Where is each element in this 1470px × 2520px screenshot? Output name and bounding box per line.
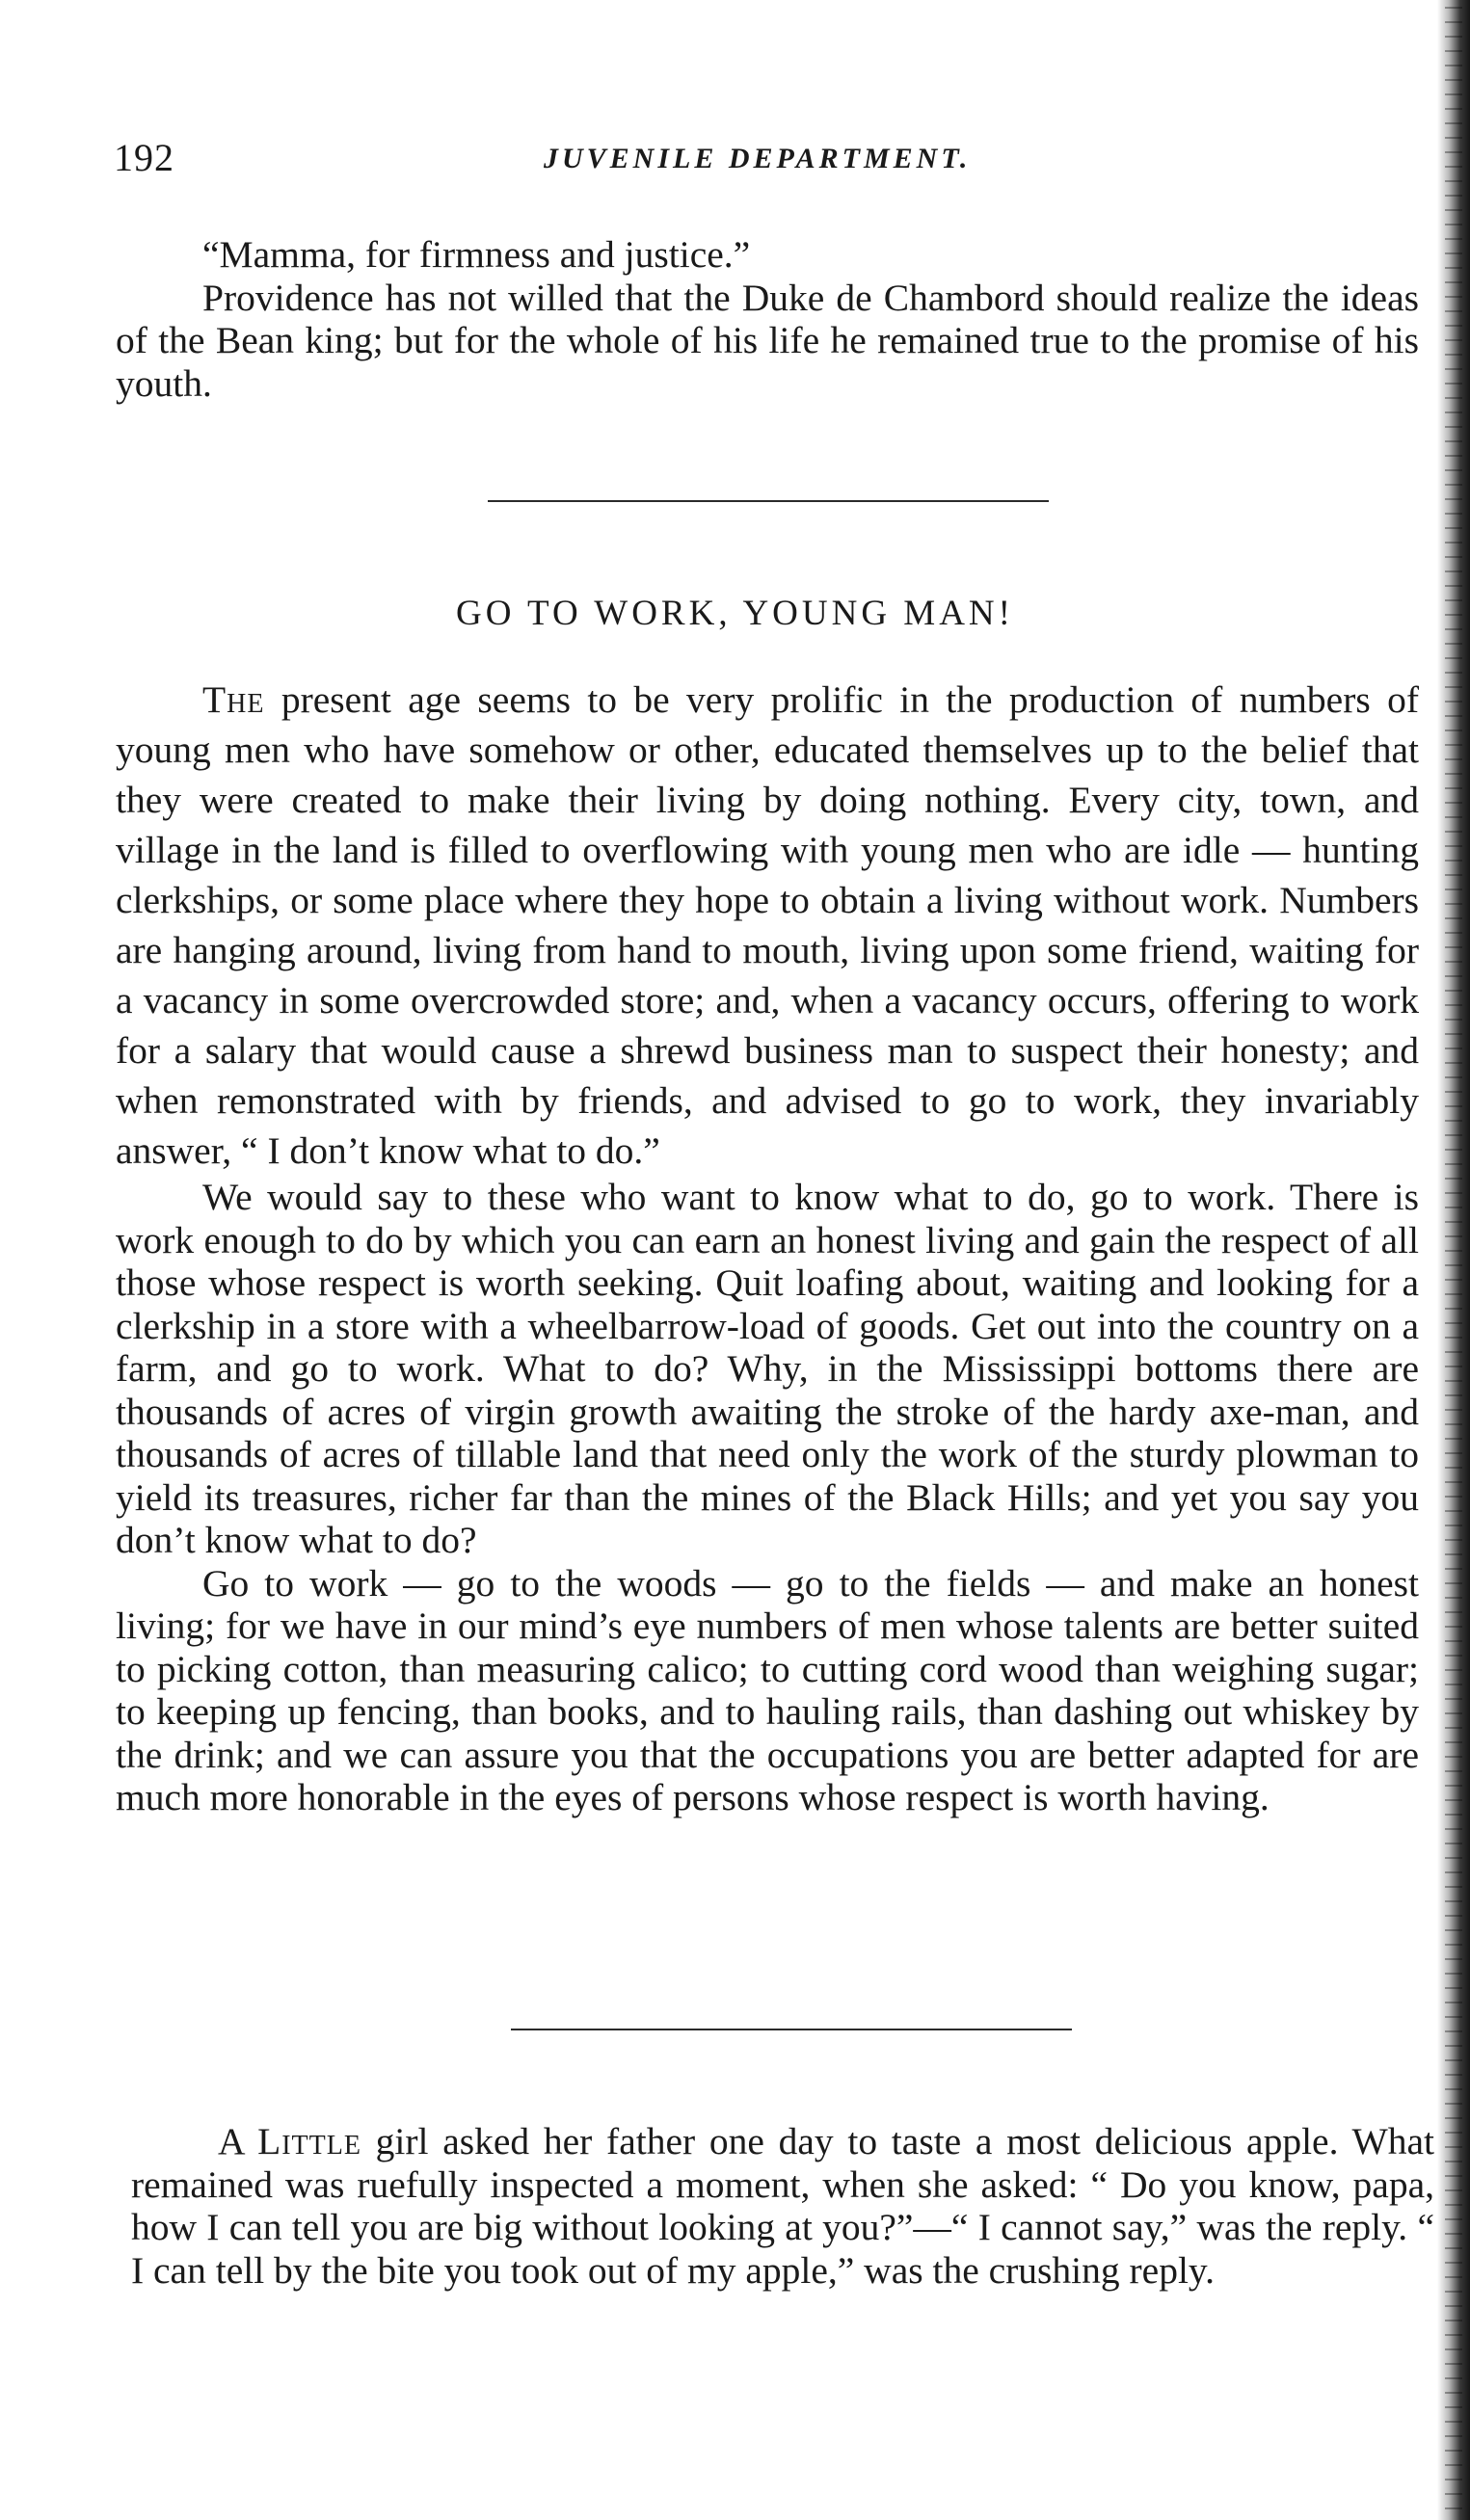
article-body: [116, 675, 1419, 1819]
article-paragraph-2: We would say to these who want to know what to do, go to work. There is work enough to do by which you can earn an honest living and gain the respect of all those whose respect is worth seeking. Quit loafing about, waiting and looking for a clerkship in a store with a wheelbarrow-load of goods. Get out into the country on a farm, and go to work. What to do? Why, in the Mississippi bottoms there are thousands of acres of virgin growth awaiting the stroke of the hardy axe-man, and thousands of acres of tillable land that need only the work of the sturdy plowman to yield its treasures, richer far than the mines of the Black Hills; and yet you say you don’t know what to do?: [116, 1176, 1419, 1561]
running-head: [114, 135, 1405, 183]
section-divider-top: [488, 500, 1049, 502]
anecdote: [131, 2120, 1434, 2292]
anecdote-text: girl asked her father one day to taste a most delicious apple. What remained was ruefully inspected a moment, when she asked: “ Do you know, papa, how I can tell you are big without looking at you?”—“ I cannot say,” was the reply. “ I can tell by the bite you took out of my apple,” was the crushing reply.: [131, 2120, 1434, 2292]
closing-paragraph: Providence has not willed that the Duke de Chambord should realize the ideas of the Bean king; but for the whole of his life he remained true to the promise of his youth.: [116, 276, 1419, 405]
paragraph-lead-word: The: [202, 678, 265, 721]
article-paragraph-3: Go to work — go to the woods — go to the fields — and make an honest living; for we have in our mind’s eye numbers of men whose talents are better suited to picking cotton, than measuring calico; to cutting cord wood than weighing sugar; to keeping up fencing, than books, and to hauling rails, than dashing out whiskey by the drink; and we can assure you that the occupations you are better adapted for are much more honorable in the eyes of persons whose respect is worth having.: [116, 1561, 1419, 1818]
paragraph-1-text: present age seems to be very prolific in the production of numbers of young men who have somehow or other, educated themselves up to the belief that they were created to make their living by doing nothing. Every city, town, and village in the land is filled to overflowing with young men who are idle — hunting clerkships, or some place where they hope to obtain a living without work. Numbers are hanging around, living from hand to mouth, living upon some friend, waiting for a vacancy in some overcrowded store; and, when a vacancy occurs, offering to work for a salary that would cause a shrewd business man to suspect their honesty; and when remonstrated with by friends, and advised to go to work, they invariably answer, “ I don’t know what to do.”: [116, 678, 1419, 1172]
article-paragraph-1: [116, 675, 1419, 1176]
page-number: 192: [114, 136, 174, 179]
running-head-title: JUVENILE DEPARTMENT.: [544, 143, 972, 174]
anecdote-lead-word: Little: [257, 2120, 361, 2162]
article-title: GO TO WORK, YOUNG MAN!: [456, 594, 1014, 633]
page-edge-texture: [1445, 0, 1462, 2520]
section-divider-bottom: [511, 2029, 1072, 2030]
anecdote-paragraph: [131, 2120, 1434, 2292]
anecdote-lead-article: A: [218, 2120, 258, 2162]
previous-article-ending: [116, 233, 1419, 405]
quote-line: “Mamma, for firmness and justice.”: [202, 233, 751, 276]
